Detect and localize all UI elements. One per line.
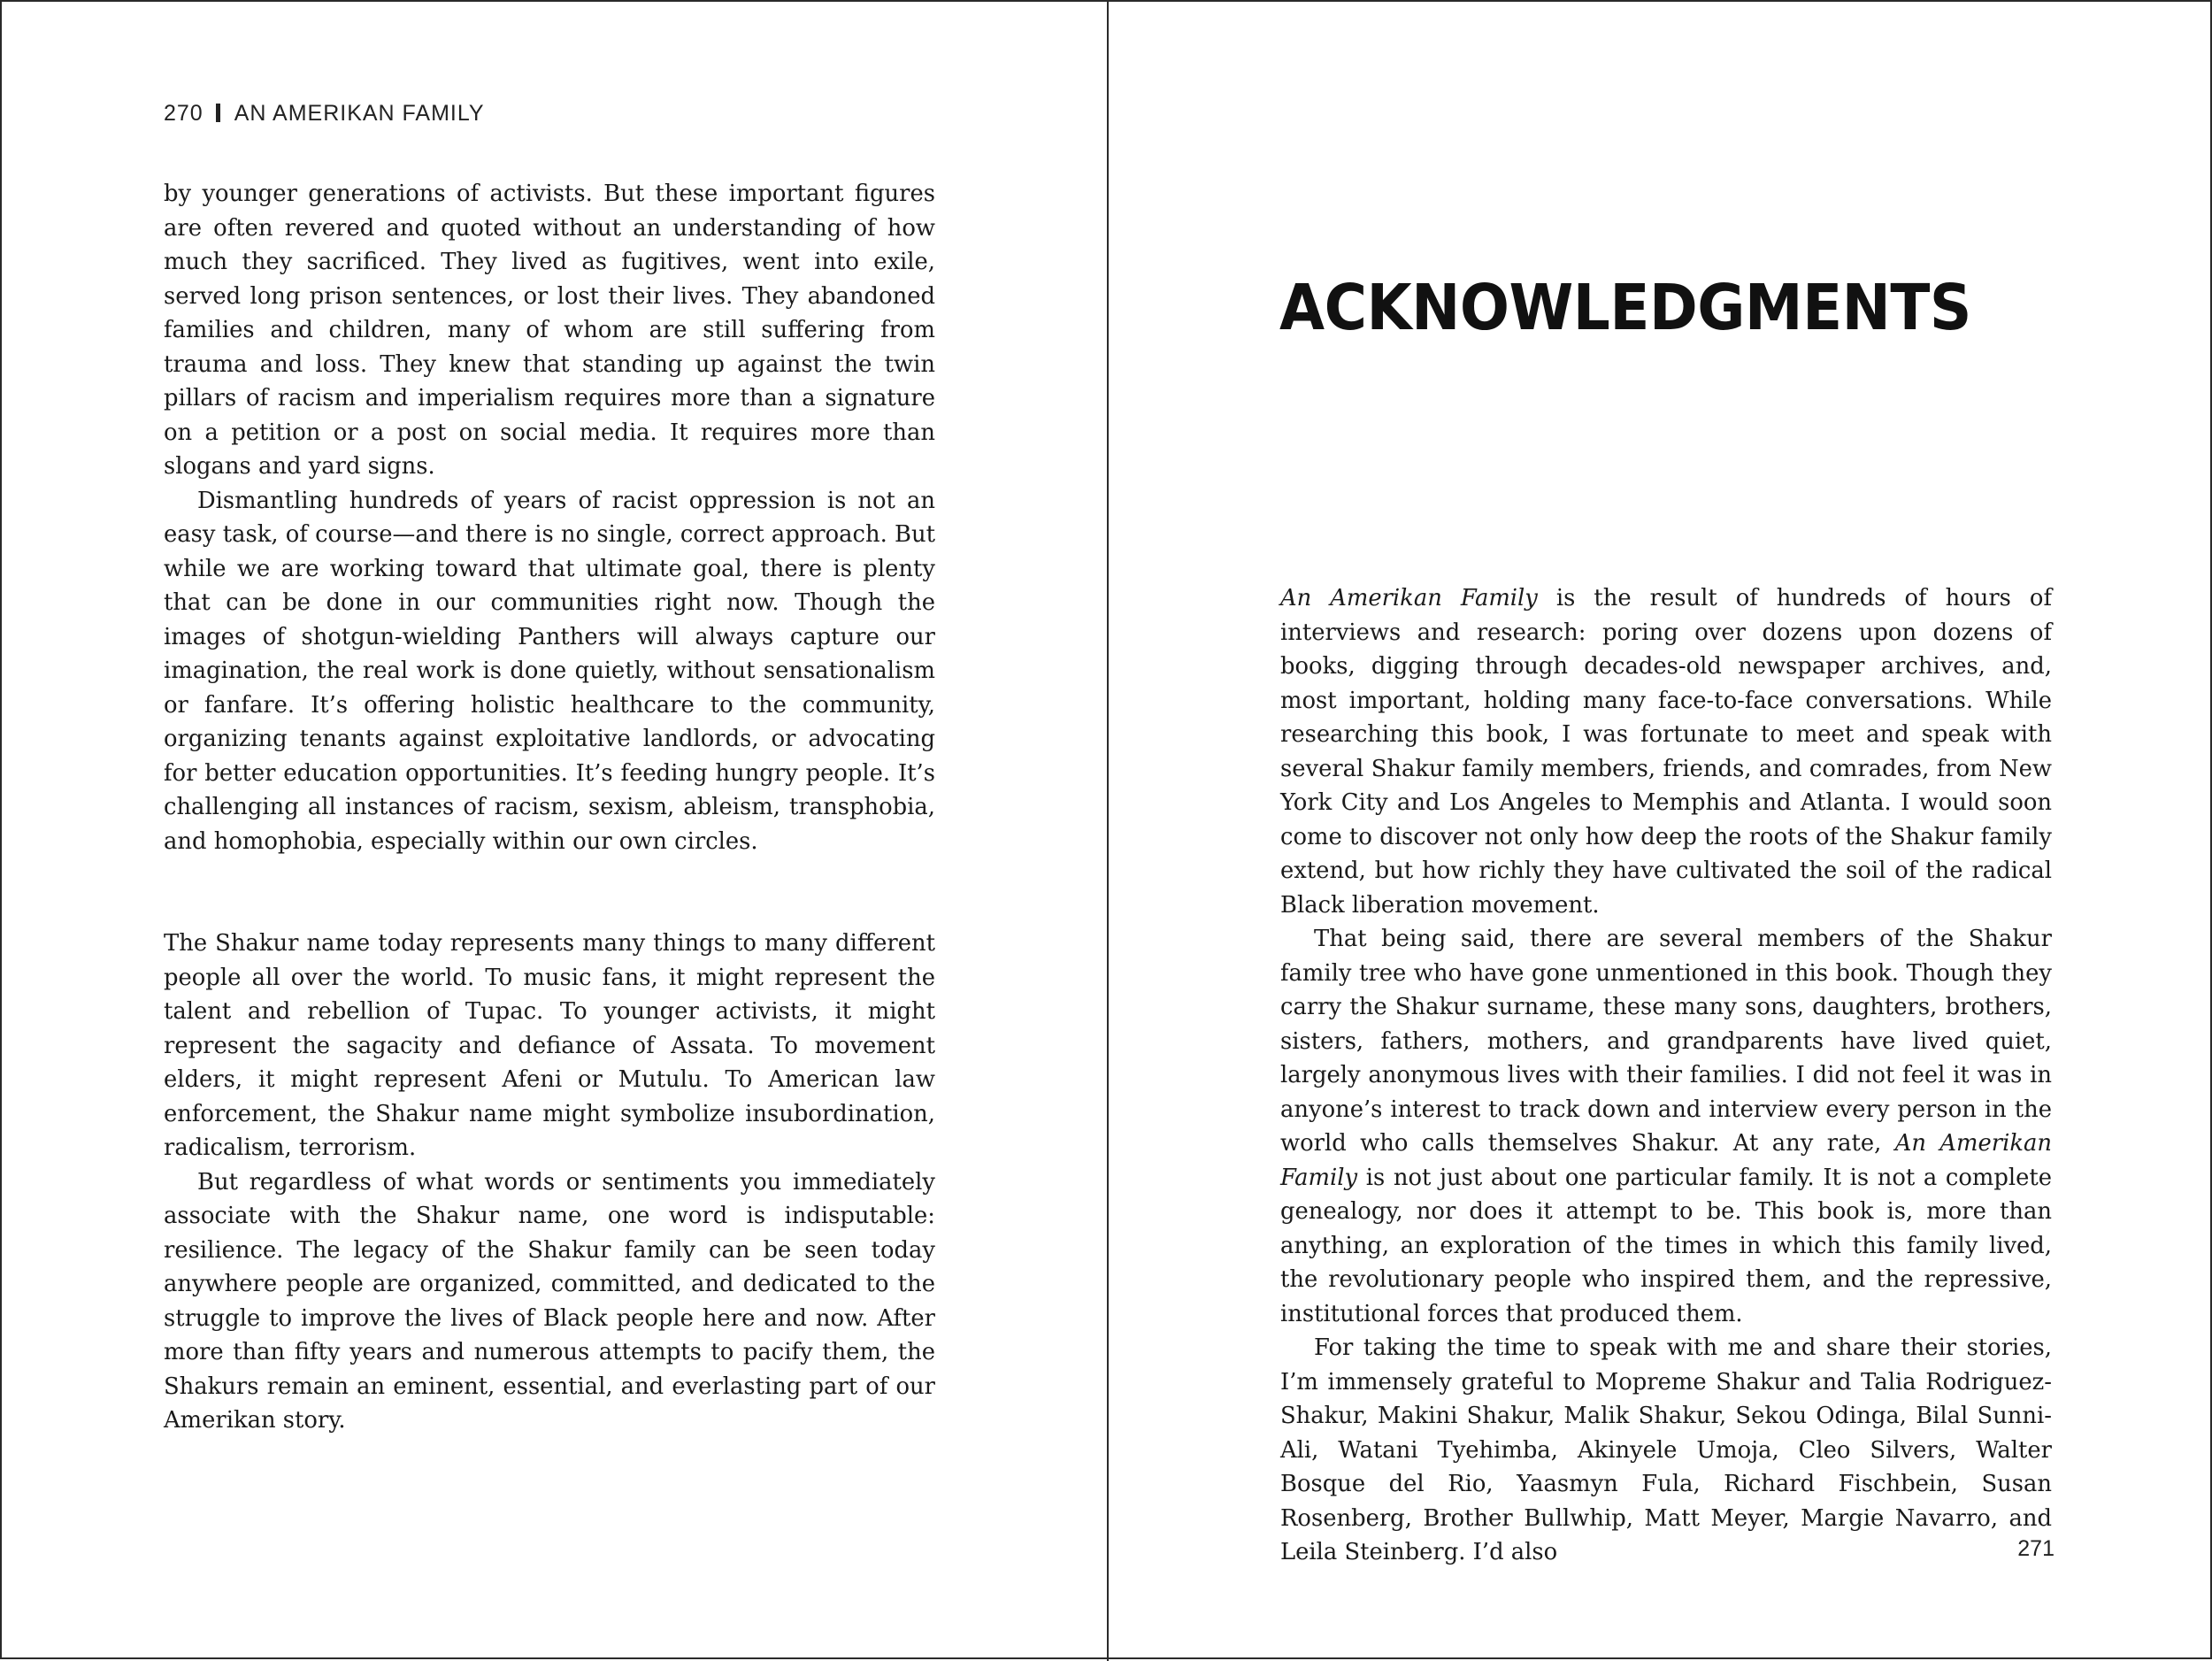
acknowledgments-text	[1280, 581, 2052, 1570]
page-number-left: 270	[164, 101, 204, 126]
running-head	[164, 101, 485, 127]
paragraph	[1280, 922, 2052, 1331]
left-text-section-2	[164, 927, 935, 1438]
right-page	[1109, 2, 2212, 1661]
paragraph-text: is the result of hundreds of hours of interviews and research: poring over dozens upon dozens of books, digging through decades-old newspaper archives, and, most important, holding many face-to-face conversations. While researching this book, I was fortunate to meet and speak with several Shakur family members, friends, and comrades, from New York City and Los Angeles to Memphis and Atlanta. I would soon come to discover not only how deep the roots of the Shakur family extend, but how richly they have cultivated the soil of the radical Black liberation movement.	[1280, 585, 2052, 919]
running-head-title: AN AMERIKAN FAMILY	[234, 101, 485, 126]
chapter-title: ACKNOWLEDGMENTS	[1279, 271, 1971, 345]
paragraph: For taking the time to speak with me and share their stories, I’m immensely grateful to Mopreme Shakur and Talia Rodriguez-Shakur, Makini Shakur, Malik Shakur, Sekou Odinga, Bilal Sunni-Ali, Watani Tyehimba, Akinyele Umoja, Cleo Silvers, Walter Bosque del Rio, Yaasmyn Fula, Richard Fischbein, Susan Rosenberg, Brother Bullwhip, Matt Meyer, Margie Navarro, and Leila Steinberg. I’d also	[1280, 1334, 2052, 1565]
paragraph: The Shakur name today represents many things to many different people all over the world. To music fans, it might represent the talent and rebellion of Tupac. To younger activists, it might represent the sagacity and defiance of Assata. To movement elders, it might represent Afeni or Mutulu. To American law enforcement, the Shakur name might symbolize insubordination, radicalism, terrorism.	[164, 930, 935, 1161]
book-title-italic: An Amerikan Family	[1280, 585, 1538, 611]
paragraph: Dismantling hundreds of years of racist oppression is not an easy task, of course—and there is no single, correct approach. But while we are working toward that ultimate goal, there is plenty that can be done in our communities right now. Though the images of shotgun-wielding Panthers will always capture our imagination, the real work is done quietly, without sensationalism or fanfare. It’s offering holistic healthcare to the community, organizing tenants against exploitative landlords, or advocating for better education opportunities. It’s feeding hungry people. It’s challenging all instances of racism, sexism, ableism, transphobia, and homophobia, especially within our own circles.	[164, 487, 935, 855]
book-title-italic: An Amerikan Family	[1280, 1130, 2052, 1191]
paragraph: But regardless of what words or sentiments you immediately associate with the Shakur name, one word is indisputable: resilience. The legacy of the Shakur family can be seen today anywhere people are organized, committed, and dedicated to the struggle to improve the lives of Black people here and now. After more than fifty years and numerous attempts to pacify them, the Shakurs remain an eminent, essential, and everlasting part of our Amerikan story.	[164, 1168, 935, 1434]
running-head-separator	[216, 104, 220, 122]
left-text-section-1	[164, 177, 935, 858]
paragraph-text: is not just about one particular family. It is not a complete genealogy, nor does it attempt to be. This book is, more than anything, an exploration of the times in which this family lived, the revolutionary people who inspired them, and the repressive, institutional forces that produced them.	[1280, 1164, 2052, 1327]
paragraph: by younger generations of activists. But these important figures are often revered and quoted without an understanding of how much they sacrificed. They lived as fugitives, went into exile, served long prison sentences, or lost their lives. They abandoned families and children, many of whom are still suffering from trauma and loss. They knew that standing up against the twin pillars of racism and imperialism requires more than a signature on a petition or a post on social media. It requires more than slogans and yard signs.	[164, 181, 935, 480]
page-number-right: 271	[2017, 1536, 2055, 1561]
paragraph	[1280, 581, 2052, 922]
paragraph-text: That being said, there are several members of the Shakur family tree who have gone unmentioned in this book. Though they carry the Shakur surname, these many sons, daughters, brothers, sisters, fathers, mothers, and grandparents have lived quiet, largely anonymous lives with their families. I did not feel it was in anyone’s interest to track down and interview every person in the world who calls themselves Shakur. At any rate,	[1280, 926, 2052, 1157]
left-page	[2, 2, 1107, 1661]
